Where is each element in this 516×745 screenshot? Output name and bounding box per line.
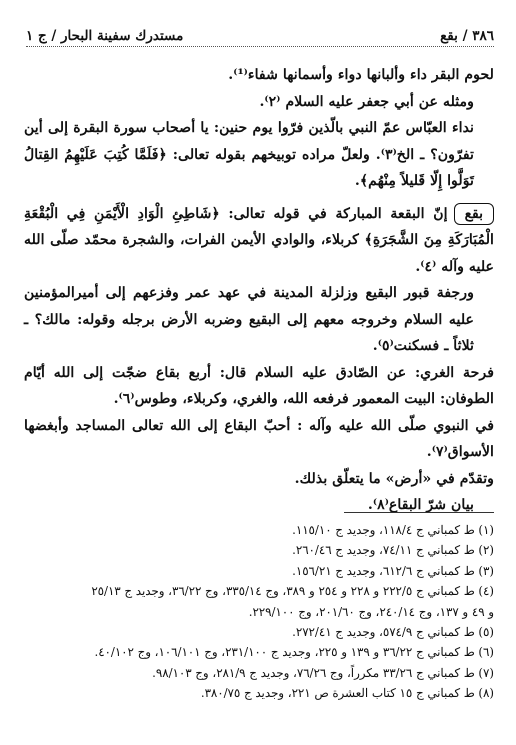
book-title: مستدرك سفينة البحار / ج ١ (26, 28, 184, 44)
paragraph: نداء العبّاس عمّ النبي بالّذين فرّوا يوم حنين: يا أصحاب سورة البقرة إلى أين تفرّون؟ ـ الخ⁽٣⁾. ولعلّ مراده توبيخهم بقوله تعالى: ﴿فَلَمَّا كُتِبَ عَلَيْهِمُ القِتالُ تَوَلَّوا إِلّا قَليلاً مِنْهُم﴾. (24, 120, 474, 189)
footnote: (٤) ط كمباني ج ٢٢٢/٥ و ٢٢٨ و ٢٥٤ و ٣٨٩، وج ٣٣٥/١٤، وج ٣٦/٢٢، وجديد ج ٢٥/١٣ (91, 584, 494, 599)
paragraph: ورجفة قبور البقيع وزلزلة المدينة في عهد عمر وفزعهم إلى أميرالمؤمنين عليه السلام وخروجه معهم إلى البقيع وضربه الأرض برجله وقوله: مالك؟ ـ ثلاثاً ـ فسكنت⁽٥⁾. (24, 285, 474, 354)
page-header (26, 22, 494, 47)
paragraph: بيان شرّ البقاع⁽٨⁾. (367, 497, 474, 513)
page-number: ٣٨٦ / بقع (440, 28, 494, 44)
keyword-paragraph (24, 201, 494, 281)
main-text (24, 62, 494, 519)
paragraph: فرحة الغري: عن الصّادق عليه السلام قال: أربع بقاع ضجّت إلى الله أيّام الطوفان: البيت المعمور فرفعه الله، والغري، وكربلاء، وطوس⁽٦⁾. (24, 364, 494, 407)
paragraph: ومثله عن أبي جعفر عليه السلام ⁽٢⁾. (259, 93, 474, 110)
paragraph: في النبوي صلّى الله عليه وآله : أحبّ البقاع إلى الله تعالى المساجد وأبغضها الأسواق⁽٧⁾. (24, 417, 494, 460)
footnote: (٣) ط كمباني ج ٦١٢/٦، وجديد ج ١٥٦/٢١. (292, 563, 494, 578)
paragraph-text: إنّ البقعة المباركة في قوله تعالى: ﴿شَاطِئِ الْوَادِ الْأَيْمَنِ فِي الْبُقْعَةِ الْمُبَارَكَةِ مِنَ الشَّجَرَةِ﴾ كربلاء، والوادي الأيمن الفرات، والشجرة محمّد صلّى الله عليه وآله ⁽٤⁾. (24, 205, 494, 275)
paragraph: لحوم البقر داء وألبانها دواء وأسمانها شفاء⁽¹⁾. (228, 67, 494, 83)
footnote: (٦) ط كمباني ج ٣٦/٢٢ و ١٣٩ و ٢٢٥، وجديد ج ٢٣١/١٠٠، وج ١٠٦/١٠١، وج ٤٠/١٠٢. (94, 645, 494, 660)
paragraph: وتقدّم في «أرض» ما يتعلّق بذلك. (294, 470, 494, 487)
footnote: (٧) ط كمباني ج ٣٣/٢٦ مكرراً، وج ٧٦/٢٦، وجديد ج ٢٨١/٩، وج ٩٨/١٠٣. (152, 665, 494, 680)
footnotes (24, 520, 494, 704)
footnote: (٨) ط كمباني ج ١٥ كتاب العشرة ص ٢٢١، وجديد ج ٣٨٠/٧٥. (200, 686, 494, 701)
keyword-box: بقع (454, 203, 494, 225)
footnote: (٥) ط كمباني ج ٥٧٤/٩، وجديد ج ٢٧٢/٤١. (292, 625, 494, 640)
footnote: و ٤٩ و ١٣٧، وج ٢٤٠/١٤، وج ٢٠١/٦٠، وج ٢٢٩/١٠٠. (248, 604, 494, 619)
footnote: (٢) ط كمباني ج ٧٤/١١، وجديد ج ٢٦٠/٤٦. (292, 543, 494, 558)
footnote: (١) ط كمباني ج ١١٨/٤، وجديد ج ١١٥/١٠. (292, 523, 494, 537)
footnote-separator (344, 512, 494, 513)
